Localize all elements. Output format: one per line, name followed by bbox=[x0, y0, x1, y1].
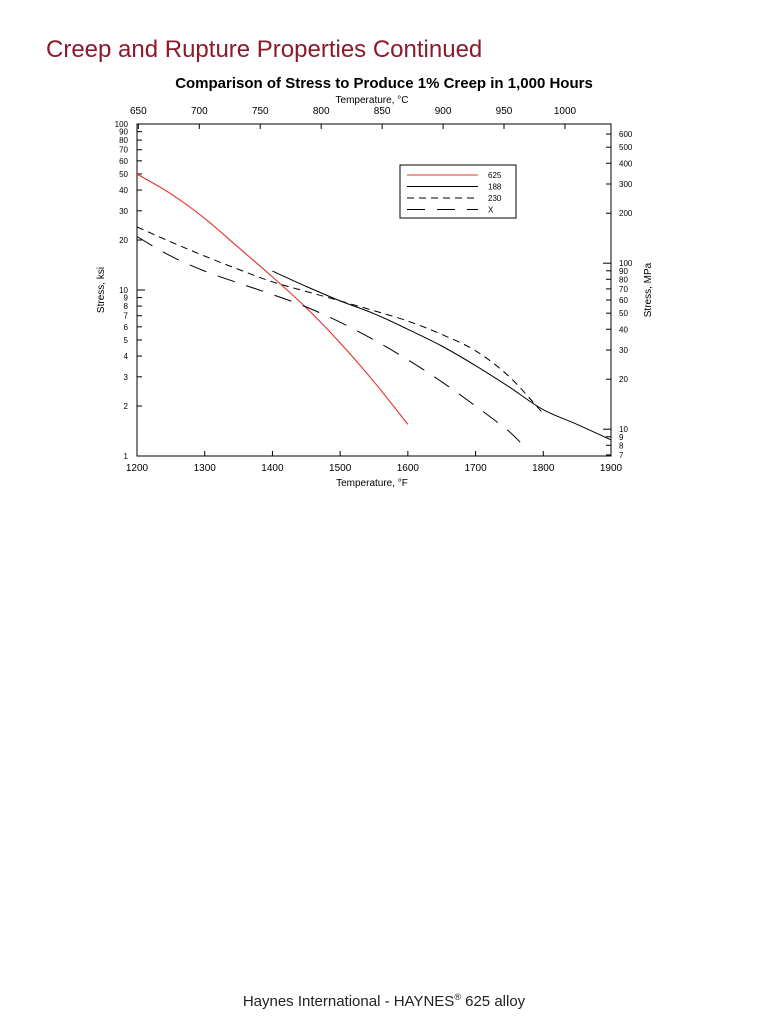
series-line-230 bbox=[137, 227, 543, 414]
y-tick-label-10: 10 bbox=[119, 286, 128, 295]
x-tick-label-1200: 1200 bbox=[125, 463, 149, 474]
y-tick-label-90: 90 bbox=[119, 127, 128, 137]
axes-group bbox=[115, 106, 633, 474]
y2-tick-label-50: 50 bbox=[619, 309, 628, 319]
y2-tick-label-70: 70 bbox=[619, 284, 628, 294]
y2-tick-label-100: 100 bbox=[619, 259, 633, 269]
y2-tick-label-90: 90 bbox=[619, 266, 628, 276]
x2-tick-label-1000: 1000 bbox=[553, 106, 577, 117]
y-tick-label-4: 4 bbox=[123, 352, 128, 362]
footer-product: 625 alloy bbox=[460, 993, 526, 1010]
y-tick-label-100: 100 bbox=[114, 120, 128, 129]
y-tick-label-70: 70 bbox=[119, 145, 128, 155]
y2-tick-label-30: 30 bbox=[619, 345, 628, 355]
footer-registered-mark: ® bbox=[454, 992, 461, 1002]
footer-company: Haynes International - HAYNES bbox=[242, 993, 455, 1010]
y2-tick-label-9: 9 bbox=[619, 432, 624, 442]
y2-tick-label-8: 8 bbox=[619, 441, 624, 451]
y-tick-label-8: 8 bbox=[123, 302, 128, 312]
chart-title: Comparison of Stress to Produce 1% Creep in 1,000 Hours bbox=[175, 75, 593, 92]
right-axis-label: Stress, MPa bbox=[643, 262, 654, 318]
x2-tick-label-900: 900 bbox=[434, 106, 452, 117]
y2-tick-label-7: 7 bbox=[619, 450, 624, 460]
y2-tick-label-40: 40 bbox=[619, 325, 628, 335]
x2-tick-label-800: 800 bbox=[312, 106, 330, 117]
x-tick-label-1600: 1600 bbox=[396, 463, 419, 474]
legend bbox=[400, 165, 516, 218]
bottom-axis-label: Temperature, °F bbox=[336, 478, 408, 489]
x-tick-label-1900: 1900 bbox=[599, 463, 623, 474]
y2-tick-label-200: 200 bbox=[619, 209, 633, 219]
y2-tick-label-60: 60 bbox=[619, 296, 628, 306]
y-tick-label-5: 5 bbox=[123, 335, 128, 345]
y-tick-label-30: 30 bbox=[119, 206, 128, 216]
y2-tick-label-400: 400 bbox=[619, 159, 633, 169]
y-tick-label-40: 40 bbox=[119, 186, 128, 196]
page-footer bbox=[0, 992, 768, 1010]
y-tick-label-80: 80 bbox=[119, 136, 128, 146]
y-tick-label-6: 6 bbox=[123, 322, 128, 332]
plot-frame bbox=[137, 124, 611, 456]
series-line-625 bbox=[137, 174, 408, 424]
y2-tick-label-20: 20 bbox=[619, 375, 628, 385]
x2-tick-label-700: 700 bbox=[190, 106, 208, 117]
y-tick-label-9: 9 bbox=[123, 293, 128, 303]
x-tick-label-1800: 1800 bbox=[532, 463, 555, 474]
y-tick-label-3: 3 bbox=[123, 372, 128, 382]
x2-tick-label-650: 650 bbox=[130, 106, 147, 117]
legend-label-x: X bbox=[488, 205, 494, 215]
top-axis-label: Temperature, °C bbox=[335, 95, 409, 106]
page-heading: Creep and Rupture Properties Continued bbox=[46, 36, 483, 63]
y2-tick-label-600: 600 bbox=[619, 130, 633, 140]
y-tick-label-20: 20 bbox=[119, 236, 128, 246]
y2-tick-label-500: 500 bbox=[619, 143, 633, 153]
y2-tick-label-10: 10 bbox=[619, 425, 628, 435]
series-group bbox=[137, 174, 611, 449]
legend-label-230: 230 bbox=[488, 194, 502, 203]
y-tick-label-7: 7 bbox=[123, 311, 128, 321]
y-tick-label-2: 2 bbox=[123, 402, 128, 412]
y2-tick-label-300: 300 bbox=[619, 179, 633, 189]
x2-tick-label-950: 950 bbox=[495, 106, 513, 117]
left-axis-label: Stress, ksi bbox=[96, 266, 107, 314]
x-tick-label-1400: 1400 bbox=[261, 463, 284, 474]
x2-tick-label-850: 850 bbox=[373, 106, 391, 117]
y-tick-label-60: 60 bbox=[119, 156, 128, 166]
x-tick-label-1500: 1500 bbox=[329, 463, 352, 474]
x2-tick-label-750: 750 bbox=[251, 106, 269, 117]
y-tick-label-50: 50 bbox=[119, 169, 128, 179]
legend-label-625: 625 bbox=[488, 171, 502, 180]
x-tick-label-1700: 1700 bbox=[464, 463, 487, 474]
legend-label-188: 188 bbox=[488, 182, 502, 192]
series-line-x bbox=[137, 237, 526, 450]
y2-tick-label-80: 80 bbox=[619, 275, 628, 285]
y-tick-label-1: 1 bbox=[123, 452, 128, 461]
x-tick-label-1300: 1300 bbox=[193, 463, 216, 474]
